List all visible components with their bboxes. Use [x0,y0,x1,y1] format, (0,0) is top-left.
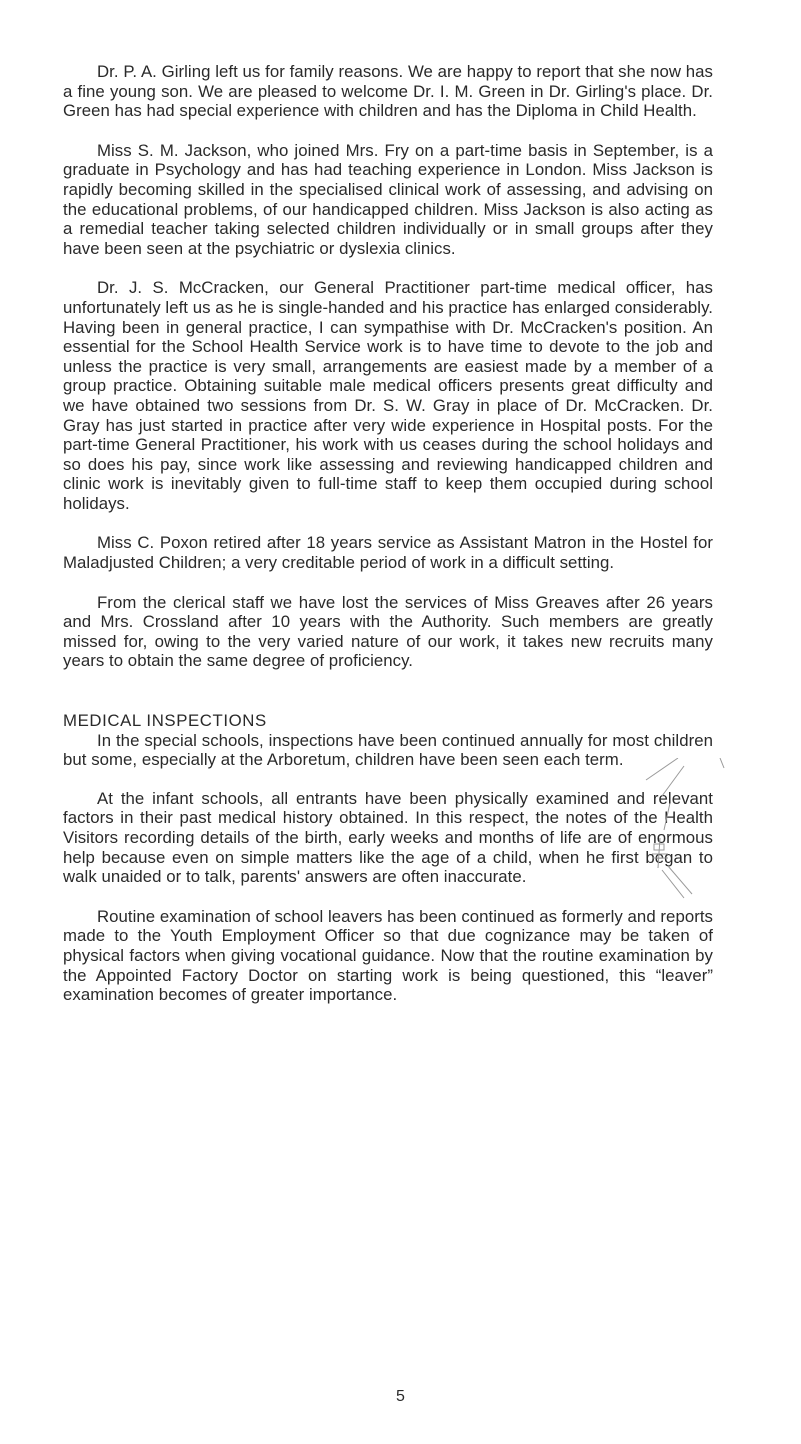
paragraph-jackson: Miss S. M. Jackson, who joined Mrs. Fry on a part-time basis in September, is a graduate in Psychology and has had teaching experience in London. Miss Jackson is rapidly becoming skilled in the specialised clinical work of assessing, and advising on the educational problems, of our handicapped children. Miss Jackson is also acting as a remedial teacher taking selected children individually or in small groups after they have been seen at the psychiatric or dyslexia clinics. [63,140,713,258]
paragraph-special-schools: In the special schools, inspections have been continued annually for most children but some, especially at the Arboretum, children have been seen each term. [63,730,713,770]
paragraph-girling: Dr. P. A. Girling left us for family reasons. We are happy to report that she now has a fine young son. We are pleased to welcome Dr. I. M. Green in Dr. Girling's place. Dr. Green has had special experience with children and has the Diploma in Child Health. [63,62,713,121]
paragraph-poxon: Miss C. Poxon retired after 18 years service as Assistant Matron in the Hostel for Maladjusted Children; a very creditable period of work in a difficult setting. [63,533,713,573]
page-number: 5 [396,1388,405,1405]
paragraph-school-leavers: Routine examination of school leavers has been continued as formerly and reports made to the Youth Employment Officer so that due cognizance may be taken of physical factors when giving vocational guidance. Now that the routine examination by the Appointed Factory Doctor on starting work is being questioned, this “leaver” examination becomes of greater importance. [63,906,713,1005]
paragraph-mccracken: Dr. J. S. McCracken, our General Practitioner part-time medical officer, has unfortunately left us as he is single-handed and his practice has enlarged considerably. Having been in general practice, I can sympathise with Dr. McCracken's position. An essential for the School Health Service work is to have time to devote to the job and unless the practice is very small, arrangements are easiest made by a member of a group practice. Obtaining suitable male medical officers presents great difficulty and we have obtained two sessions from Dr. S. W. Gray in place of Dr. McCracken. Dr. Gray has just started in practice after very wide experience in Hospital posts. For the part-time General Practitioner, his work with us ceases during the school holidays and so does his pay, since work like assessing and reviewing handicapped children and clinic work is inevitably given to full-time staff to keep them occupied during school holidays. [63,278,713,513]
section-heading-medical-inspections: MEDICAL INSPECTIONS [63,711,267,731]
library-stamp-mark [640,758,730,908]
paragraph-clerical-staff: From the clerical staff we have lost the services of Miss Greaves after 26 years and Mrs. Crossland after 10 years with the Authority. Such members are greatly missed for, owing to the very varied nature of our work, it takes new recruits many years to obtain the same degree of proficiency. [63,592,713,671]
paragraph-infant-schools: At the infant schools, all entrants have been physically examined and relevant factors in their past medical history obtained. In this respect, the notes of the Health Visitors recording details of the birth, early weeks and months of life are of enormous help because even on simple matters like the age of a child, when he first began to walk unaided or to talk, parents' answers are often inaccurate. [63,788,713,887]
document-page [63,62,713,1025]
